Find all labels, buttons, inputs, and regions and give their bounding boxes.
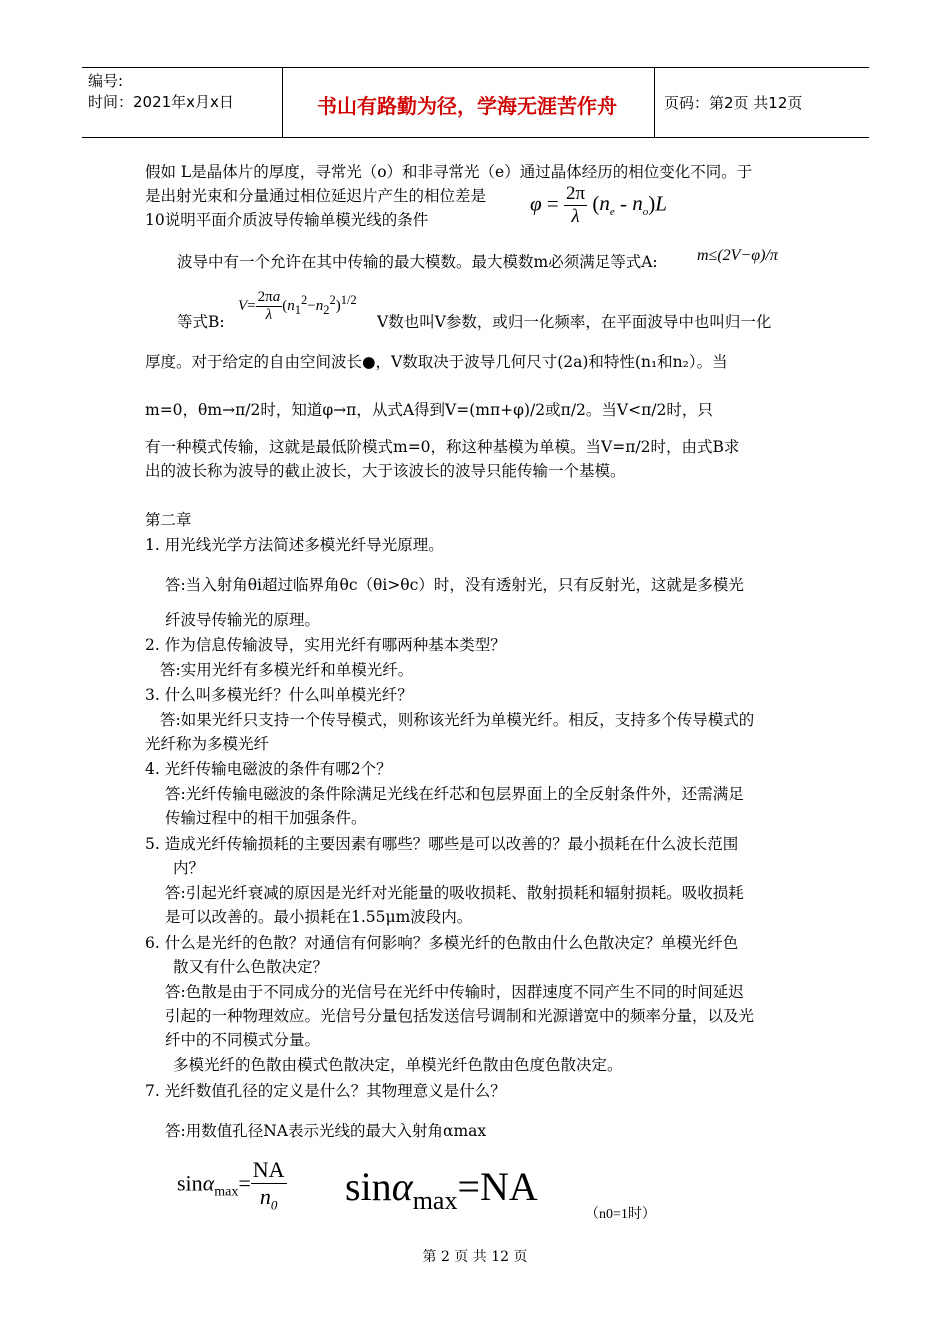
answer: 光纤称为多模光纤 — [145, 735, 270, 753]
paragraph-line: 有一种模式传输，这就是最低阶模式m=0，称这种基模为单模。当V=π/2时，由式B求 — [145, 438, 740, 456]
question: 4. 光纤传输电磁波的条件有哪2个？ — [145, 760, 392, 778]
question: 内？ — [173, 859, 205, 877]
answer: 传输过程中的相干加强条件。 — [165, 809, 367, 827]
answer: 答:当入射角θi超过临界角θc（θi>θc）时，没有透射光，只有反射光，这就是多模光 — [165, 576, 744, 594]
question: 3. 什么叫多模光纤？什么叫单模光纤？ — [145, 686, 413, 704]
formula-b-label: 等式B: — [177, 313, 225, 331]
header-motto: 书山有路勤为径，学海无涯苦作舟 — [317, 94, 617, 118]
paragraph-line: 波导中有一个允许在其中传输的最大模数。最大模数m必须满足等式A: — [177, 253, 658, 271]
paragraph-line: 厚度。对于给定的自由空间波长●，V数取决于波导几何尺寸(2a)和特性(n₁和n₂）。当 — [145, 353, 728, 371]
paragraph-line: V数也叫V参数，或归一化频率，在平面波导中也叫归一化 — [377, 313, 772, 331]
paragraph-line: 假如 L是晶体片的厚度，寻常光（o）和非寻常光（e）通过晶体经历的相位变化不同。于 — [145, 163, 753, 181]
question: 散又有什么色散决定？ — [173, 958, 329, 976]
answer: 纤波导传输光的原理。 — [165, 611, 321, 629]
paragraph-line: 10说明平面介质波导传输单模光线的条件 — [145, 211, 429, 229]
paragraph-line: 是出射光束和分量通过相位延迟片产生的相位差是 — [145, 187, 487, 205]
answer: 是可以改善的。最小损耗在1.55μm波段内。 — [165, 908, 473, 926]
page-info: 页码：第2页 共12页 — [664, 94, 803, 112]
chapter-title: 第二章 — [145, 511, 192, 529]
answer: 多模光纤的色散由模式色散决定，单模光纤色散由色度色散决定。 — [173, 1056, 623, 1074]
header-meta — [88, 71, 234, 113]
paragraph-line: m=0，θm→π/2时，知道φ→π，从式A得到V=(mπ+φ)/2或π/2。当V<π/2时，只 — [145, 401, 713, 419]
number-label: 编号: — [88, 72, 124, 90]
answer: 答:光纤传输电磁波的条件除满足光线在纤芯和包层界面上的全反射条件外，还需满足 — [165, 785, 744, 803]
formula-na2-condition: （n0=1时） — [585, 1207, 656, 1222]
formula-a: m≤(2V−φ)/π — [697, 247, 778, 264]
question: 7. 光纤数值孔径的定义是什么？其物理意义是什么？ — [145, 1082, 506, 1100]
answer: 引起的一种物理效应。光信号分量包括发送信号调制和光源谱宽中的频率分量，以及光 — [165, 1007, 755, 1025]
question: 6. 什么是光纤的色散？对通信有何影响？多模光纤的色散由什么色散决定？单模光纤色 — [145, 934, 739, 952]
header-divider — [654, 68, 655, 137]
answer: 答:色散是由于不同成分的光信号在光纤中传输时，因群速度不同产生不同的时间延迟 — [165, 983, 744, 1001]
page-footer: 第 2 页 共 12 页 — [422, 1249, 528, 1265]
page-header — [82, 67, 869, 138]
question: 5. 造成光纤传输损耗的主要因素有哪些？哪些是可以改善的？最小损耗在什么波长范围 — [145, 835, 739, 853]
formula-na1: sinα$_{max}$= $\frac{NA}{n_0}$ — [177, 1157, 285, 1213]
question: 2. 作为信息传输波导，实用光纤有哪两种基本类型？ — [145, 636, 506, 654]
answer: 纤中的不同模式分量。 — [165, 1031, 321, 1049]
formula-phase: φ = $\frac{2\pi}{\lambda}$ $(n_e - n_o)L$ — [530, 183, 667, 227]
answer: 答:实用光纤有多模光纤和单模光纤。 — [160, 661, 414, 679]
formula-b: V= $\frac{2\pi a}{\lambda}$ $(n_1^2-n_2^2)^{1/2}$ — [238, 289, 357, 323]
answer: 答:引起光纤衰减的原因是光纤对光能量的吸收损耗、散射损耗和辐射损耗。吸收损耗 — [165, 884, 744, 902]
paragraph-line: 出的波长称为波导的截止波长，大于该波长的波导只能传输一个基模。 — [145, 462, 626, 480]
answer: 答:如果光纤只支持一个传导模式，则称该光纤为单模光纤。相反，支持多个传导模式的 — [160, 711, 755, 729]
answer: 答:用数值孔径NA表示光线的最大入射角αmax — [165, 1122, 487, 1140]
question: 1. 用光线光学方法简述多模光纤导光原理。 — [145, 536, 444, 554]
time-label: 时间：2021年x月x日 — [88, 93, 234, 111]
formula-na2: sinα$_{max}$=NA — [345, 1164, 538, 1215]
